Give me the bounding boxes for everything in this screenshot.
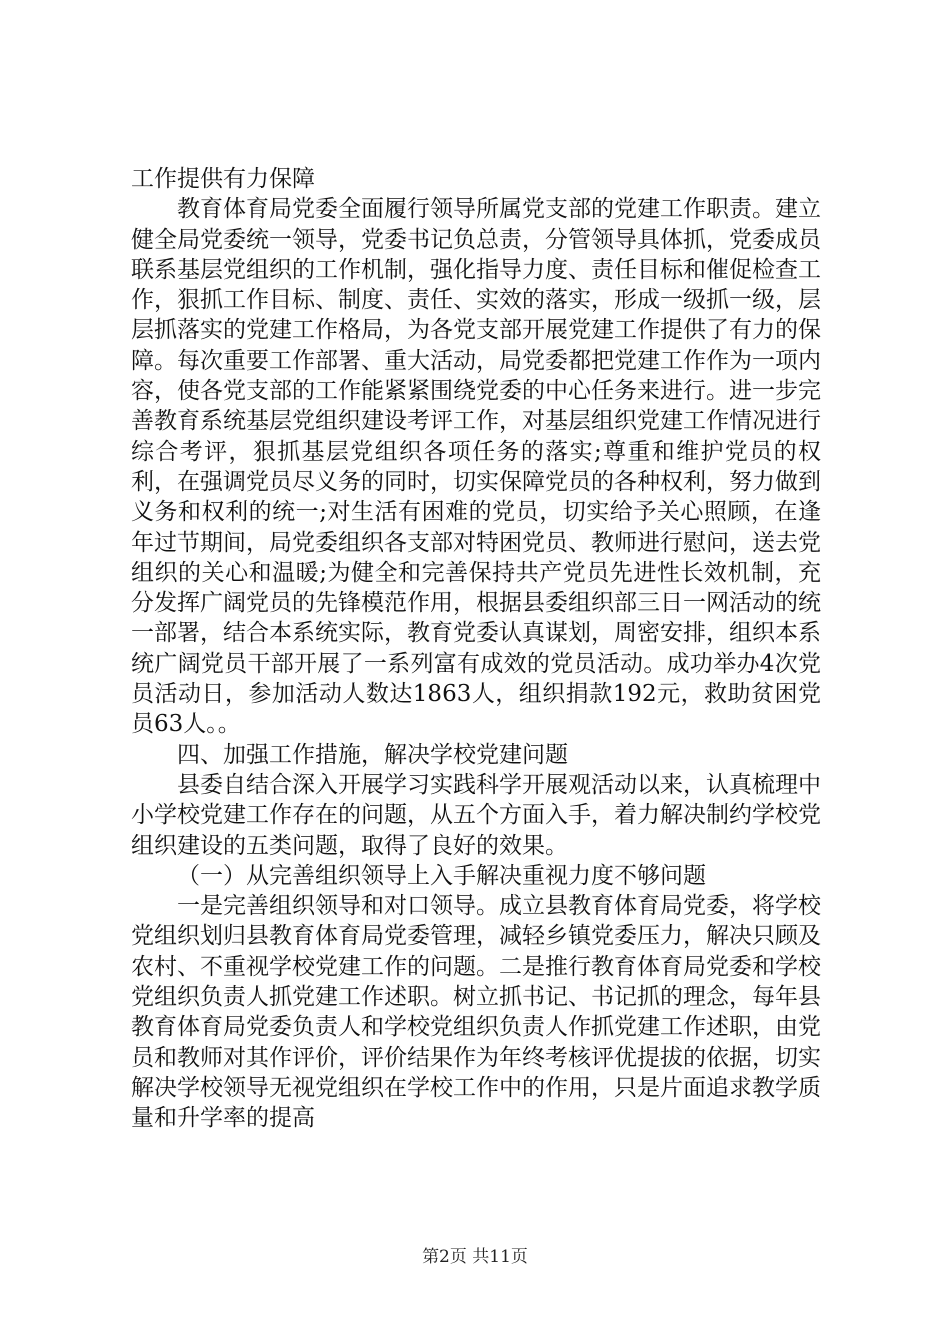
paragraph-continuation: 工作提供有力保障 — [131, 166, 315, 192]
document-body — [131, 164, 821, 1134]
paragraph-section-intro: 县委自结合深入开展学习实践科学开展观活动以来，认真梳理中小学校党建工作存在的问题，从五个方面入手，着力解决制约学校党组织建设的五类问题，取得了良好的效果。 — [131, 771, 821, 859]
page-footer — [0, 1242, 950, 1267]
subsection-heading-one: （一）从完善组织领导上入手解决重视力度不够问题 — [177, 862, 706, 889]
section-heading-four: 四、加强工作措施，解决学校党建问题 — [177, 741, 568, 768]
paragraph-organization-leadership: 一是完善组织领导和对口领导。成立县教育体育局党委，将学校党组织划归县教育体育局党委管理，减轻乡镇党委压力，解决只顾及农村、不重视学校党建工作的问题。二是推行教育体育局党委和学校党组织负责人抓党建工作述职。树立抓书记、书记抓的理念，每年县教育体育局党委负责人和学校党组织负责人作抓党建工作述职，由党员和教师对其作评价，评价结果作为年终考核评优提拔的依据，切实解决学校领导无视党组织在学校工作中的作用，只是片面追求教学质量和升学率的提高 — [131, 893, 821, 1132]
page-number-label: 第2页 共11页 — [422, 1247, 528, 1267]
paragraph-party-committee-duties: 教育体育局党委全面履行领导所属党支部的党建工作职责。建立健全局党委统一领导，党委书记负总责，分管领导具体抓，党委成员联系基层党组织的工作机制，强化指导力度、责任目标和催促检查工作，狠抓工作目标、制度、责任、实效的落实，形成一级抓一级，层层抓落实的党建工作格局，为各党支部开展党建工作提供了有力的保障。每次重要工作部署、重大活动，局党委都把党建工作作为一项内容，使各党支部的工作能紧紧围绕党委的中心任务来进行。进一步完善教育系统基层党组织建设考评工作，对基层组织党建工作情况进行综合考评，狠抓基层党组织各项任务的落实;尊重和维护党员的权利，在强调党员尽义务的同时，切实保障党员的各种权利，努力做到义务和权利的统一;对生活有困难的党员，切实给予关心照顾，在逢年过节期间，局党委组织各支部对特困党员、教师进行慰问，送去党组织的关心和温暖;为健全和完善保持共产党员先进性长效机制，充分发挥广阔党员的先锋模范作用，根据县委组织部三日一网活动的统一部署，结合本系统实际，教育党委认真谋划，周密安排，组织本系统广阔党员干部开展了一系列富有成效的党员活动。成功举办4次党员活动日，参加活动人数达1863人，组织捐款192元，救助贫困党员63人。。 — [131, 196, 821, 738]
